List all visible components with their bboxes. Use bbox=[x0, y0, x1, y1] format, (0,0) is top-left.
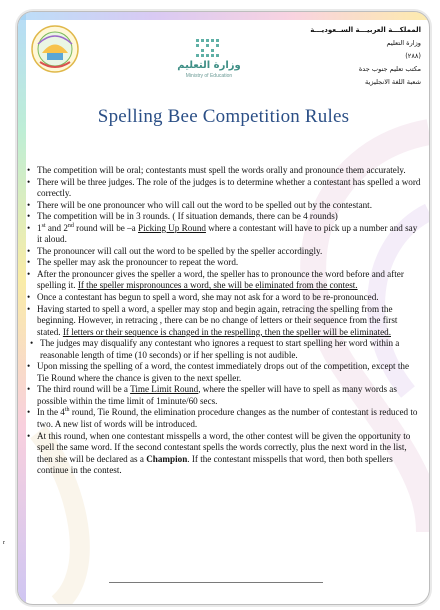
header-line-ministry: وزارة التعليم bbox=[386, 39, 421, 47]
rule-text: The speller may ask the pronouncer to repeat the word. bbox=[37, 257, 239, 268]
rule-text: nd bbox=[67, 222, 74, 229]
bullet-icon: • bbox=[27, 303, 31, 314]
rule-text: Upon missing the spelling of a word, the contest immediately drops out of the competition, except the Tie Round where the chance is given to the next speller. bbox=[37, 361, 410, 383]
ministry-arabic-name: وزارة التعليم bbox=[177, 60, 241, 71]
bullet-icon: • bbox=[27, 292, 31, 303]
header-line-number: (٢٨٨) bbox=[405, 52, 421, 60]
rainbow-border-left bbox=[18, 12, 26, 604]
bullet-icon: • bbox=[27, 430, 31, 441]
rule-text: The judges may disqualify any contestant who ignores a request to start spelling her word within a reasonable length of time (10 seconds) or if her spelling is not audible. bbox=[40, 338, 400, 360]
school-emblem-icon bbox=[30, 24, 80, 76]
bullet-icon: • bbox=[27, 222, 31, 233]
rule-text: At this round, when one contestant misspells a word, the other contest will be given the opportunity to spell the same word. If the second contestant spells the words correctly, plus the next word in the list, then she will be declared as a bbox=[37, 430, 411, 464]
bullet-icon: • bbox=[27, 384, 31, 395]
rule-item bbox=[26, 223, 422, 246]
rule-text: where a contestant will have to pick up a number and say it aloud. bbox=[37, 222, 418, 245]
rule-text: The pronouncer will call out the word to be spelled by the speller accordingly. bbox=[37, 245, 323, 256]
rule-item bbox=[26, 384, 422, 407]
rule-text: round will be –a bbox=[73, 222, 139, 233]
bullet-icon: • bbox=[27, 199, 31, 210]
rule-item bbox=[26, 165, 422, 177]
arabic-header-block bbox=[281, 24, 421, 89]
rule-item bbox=[26, 200, 422, 212]
rule-item bbox=[26, 361, 422, 384]
ministry-english-name: Ministry of Education bbox=[185, 73, 233, 79]
ministry-dots-icon bbox=[174, 36, 244, 62]
bullet-icon: • bbox=[30, 338, 34, 349]
bullet-icon: • bbox=[27, 245, 31, 256]
bullet-icon: • bbox=[27, 176, 31, 187]
rule-item bbox=[26, 304, 422, 339]
rule-text: st bbox=[41, 222, 46, 229]
bottom-divider bbox=[109, 582, 323, 583]
rule-text: There will be three judges. The role of the judges is to determine whether a contestant has spelled a word correctly. bbox=[37, 176, 421, 199]
rule-item bbox=[26, 257, 422, 269]
rule-text: If letters or their sequence is changed in the respelling, then the speller will be eliminated. bbox=[62, 326, 391, 337]
rule-item bbox=[26, 177, 422, 200]
rule-text: . If the contestant misspells that word, then both spellers continue in the contest. bbox=[37, 453, 393, 476]
rule-item bbox=[26, 292, 422, 304]
ministry-of-education-logo bbox=[174, 36, 244, 86]
rule-text: Once a contestant has begun to spell a word, she may not ask for a word to be re-pronounced. bbox=[37, 292, 379, 303]
rule-text: th bbox=[64, 407, 70, 414]
page-title: Spelling Bee Competition Rules bbox=[97, 106, 350, 127]
bullet-icon: • bbox=[27, 361, 31, 372]
rule-text: Having started to spell a word, a speller may stop and begin again, retracing the spelling from the beginning. However, in retracing , there can be no change of letters or their sequence from the first stated. bbox=[37, 303, 398, 337]
rule-item bbox=[26, 431, 422, 477]
bullet-icon: • bbox=[27, 268, 31, 279]
rule-text: If the speller mispronounces a word, she will be eliminated from the contest. bbox=[77, 280, 358, 291]
rule-text: Time Limit Round bbox=[130, 384, 199, 395]
rule-text: In the 4 bbox=[37, 407, 65, 418]
bullet-icon: • bbox=[27, 257, 31, 268]
rainbow-border-top bbox=[18, 12, 429, 20]
rule-text: , where the speller will have to spell as many words as possible within the time limit of 1minute/60 secs. bbox=[37, 384, 397, 406]
header-line-kingdom: المملكـــة العربيـــة الســعوديـــة bbox=[310, 26, 421, 34]
bullet-icon: • bbox=[27, 165, 31, 175]
page-frame bbox=[17, 11, 430, 605]
rule-text: and 2 bbox=[45, 222, 68, 233]
rule-text: The competition will be in 3 rounds. ( If situation demands, there can be 4 rounds) bbox=[37, 211, 338, 222]
header-line-office: مكتب تعليم جنوب جدة bbox=[358, 65, 421, 73]
header-line-department: شعبة اللغة الانجليزية bbox=[364, 78, 421, 86]
rule-text: round, Tie Round, the elimination procedure changes as the number of contestant is reduced to two. A new list of words will be introduced. bbox=[37, 407, 418, 430]
side-mark: r bbox=[3, 540, 5, 546]
rule-text: After the pronouncer gives the speller a word, the speller has to pronounce the word before and after spelling it. bbox=[37, 268, 404, 291]
rule-text: 1 bbox=[37, 222, 42, 233]
rule-text: There will be one pronouncer who will call out the word to be spelled out by the contestant. bbox=[37, 199, 373, 210]
rule-item bbox=[26, 211, 422, 223]
rule-item bbox=[26, 338, 422, 361]
bullet-icon: • bbox=[27, 407, 31, 418]
rule-item bbox=[26, 407, 422, 430]
rule-text: Picking Up Round bbox=[138, 222, 206, 233]
rule-text: Champion bbox=[146, 453, 188, 464]
rule-text: The third round will be a bbox=[37, 384, 131, 395]
rule-item bbox=[26, 269, 422, 292]
rule-item bbox=[26, 246, 422, 258]
bullet-icon: • bbox=[27, 211, 31, 222]
rules-list bbox=[26, 165, 422, 477]
rule-text: The competition will be oral; contestants must spell the words orally and pronounce them accurately. bbox=[37, 165, 406, 175]
